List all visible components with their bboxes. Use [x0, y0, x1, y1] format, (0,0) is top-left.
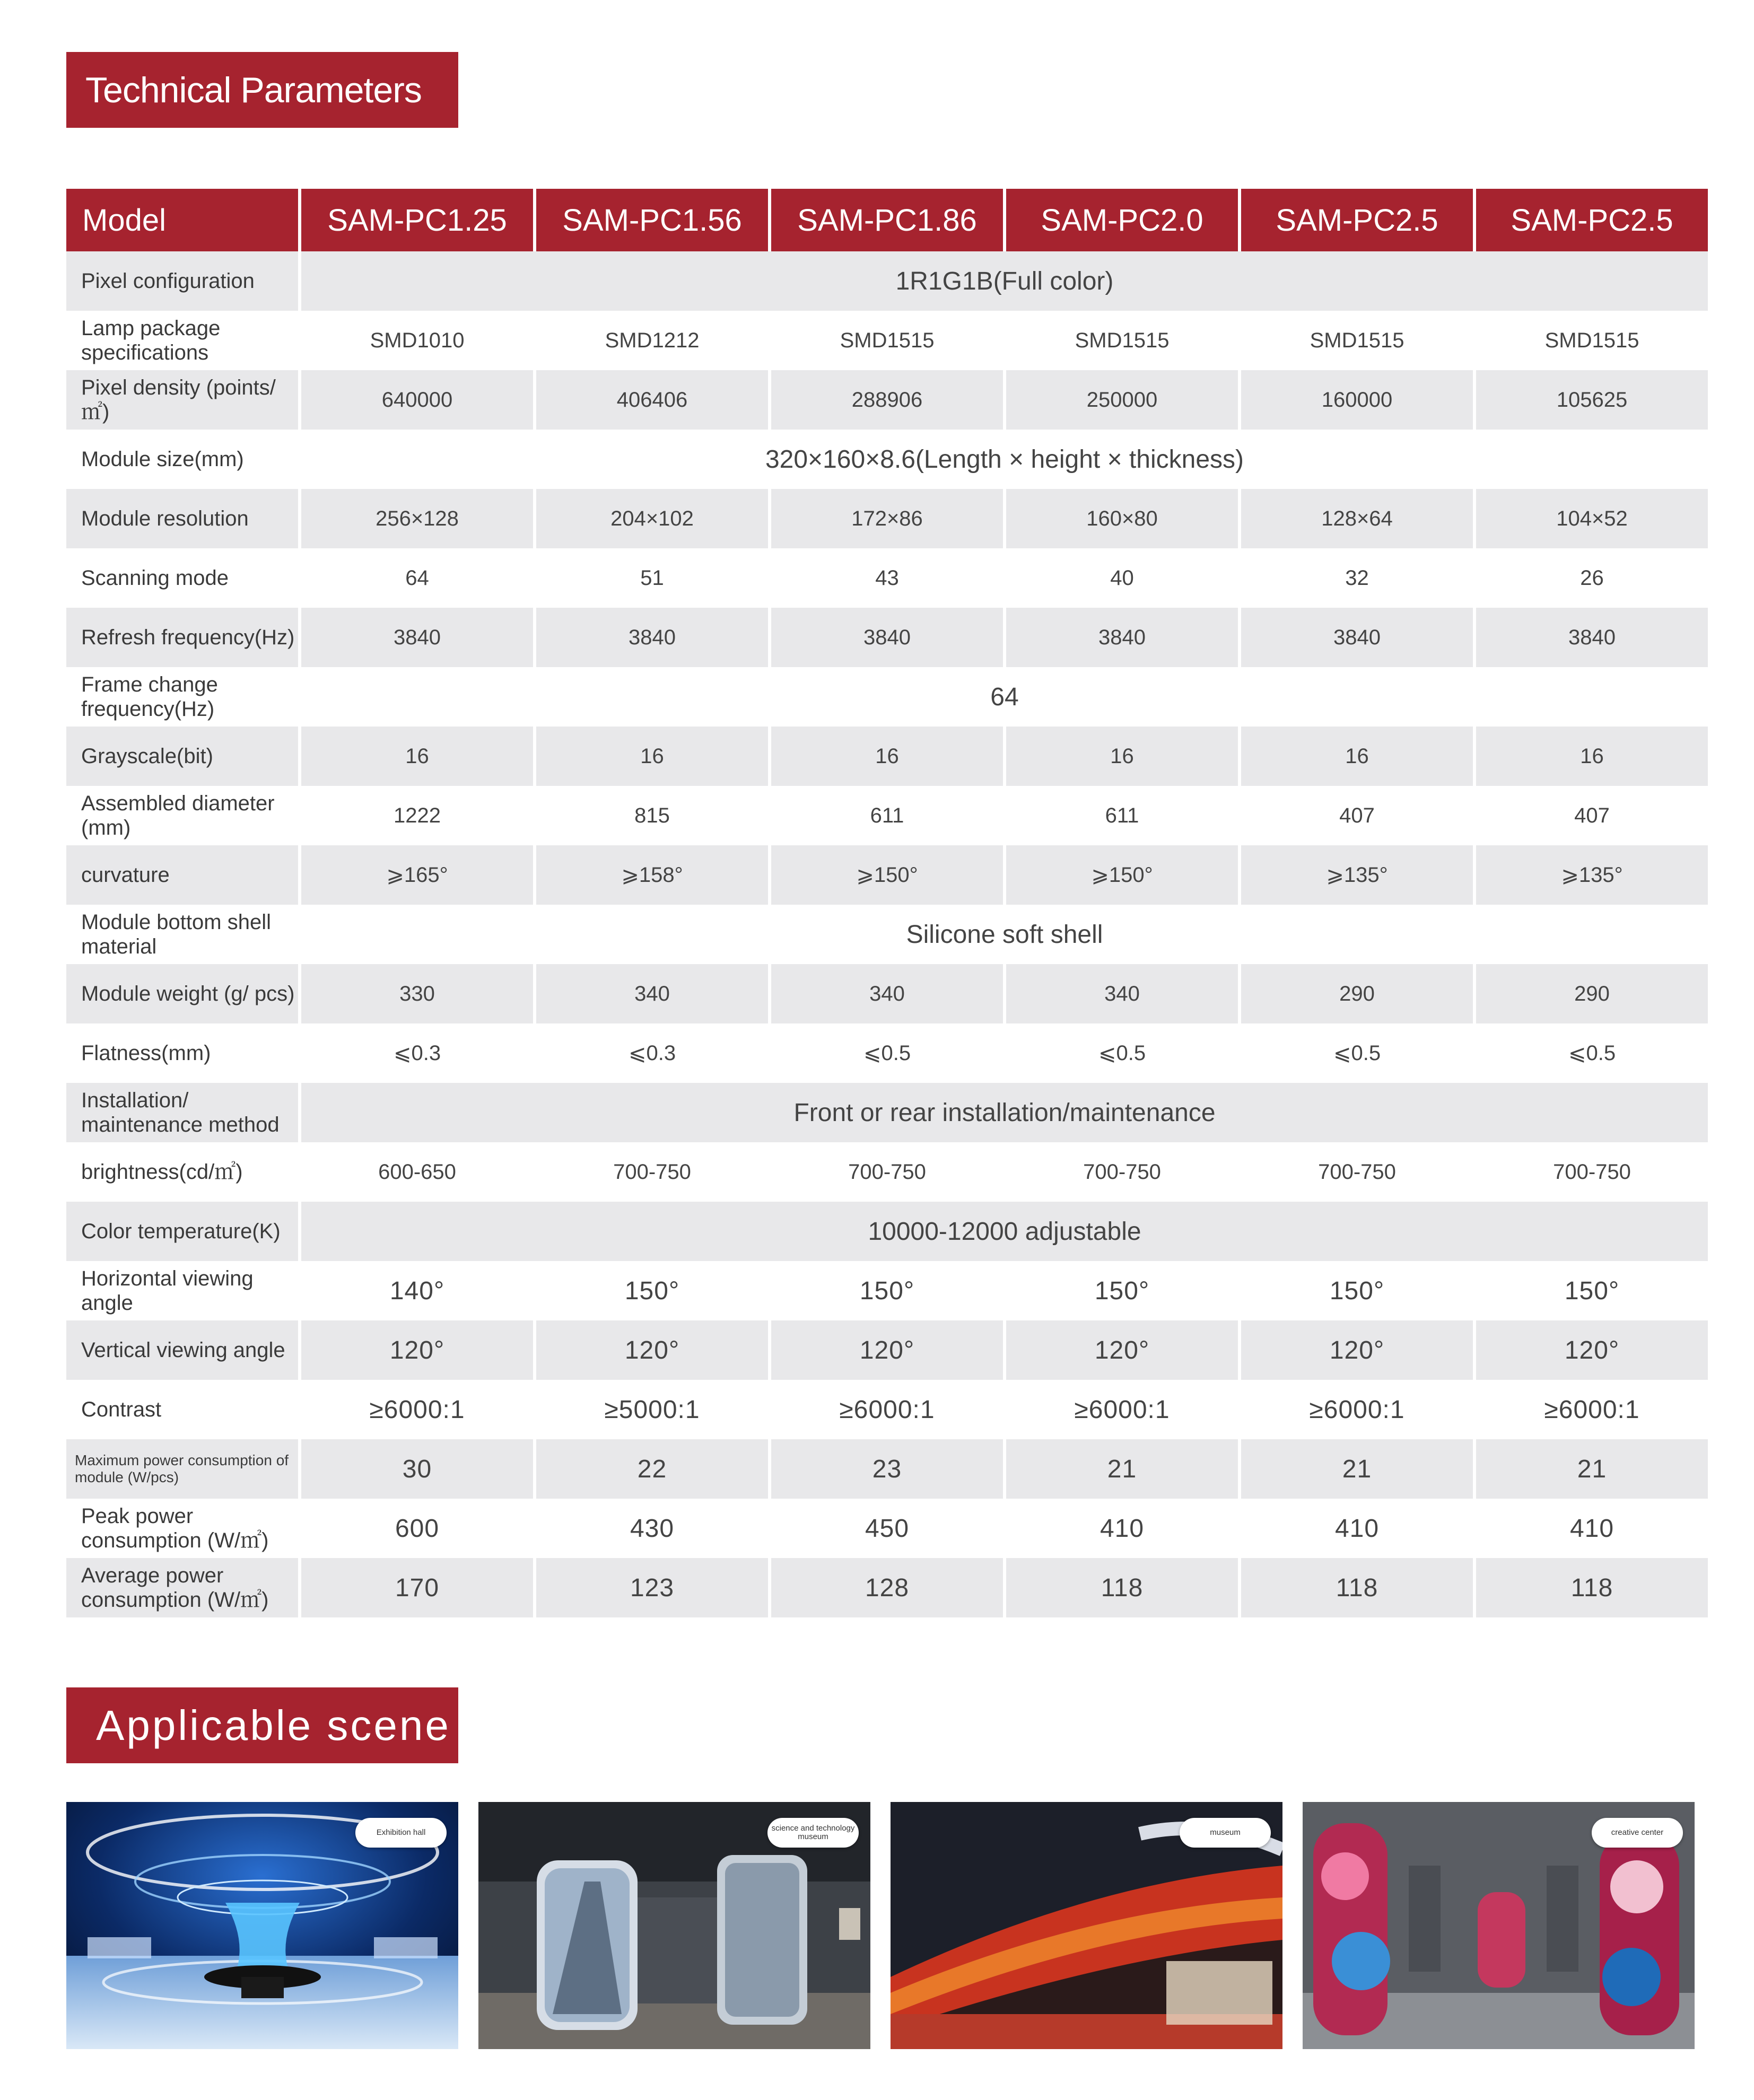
row-value: 640000 [301, 370, 533, 430]
row-label: Module size(mm) [81, 448, 244, 471]
header-col: SAM-PC2.5 [1241, 189, 1473, 251]
row-value: 128 [771, 1558, 1003, 1617]
table-row [66, 1320, 1708, 1380]
scene-image-exhibition-hall [66, 1802, 458, 2049]
row-value: 204×102 [536, 489, 768, 548]
row-label: Horizontal viewing angle [81, 1267, 254, 1315]
applicable-scene-heading: Applicable scene [66, 1687, 458, 1763]
row-label: Flatness(mm) [81, 1042, 211, 1065]
table-row [66, 608, 1708, 667]
table-row [66, 964, 1708, 1023]
row-value: 150° [1094, 1276, 1150, 1305]
row-label: Scanning mode [81, 566, 229, 590]
row-value: 40 [1110, 566, 1134, 590]
table-row [66, 1380, 1708, 1439]
table-row [66, 845, 1708, 905]
row-value: SMD1515 [1544, 328, 1639, 352]
row-value: ⩽0.5 [1568, 1042, 1616, 1065]
row-value: ≥6000:1 [839, 1395, 935, 1424]
header-col: SAM-PC1.25 [301, 189, 533, 251]
row-label: Refresh frequency(Hz) [66, 608, 298, 667]
row-value: ⩾158° [536, 845, 768, 905]
row-label: Vertical viewing angle [66, 1320, 298, 1380]
row-value: 150° [1564, 1276, 1620, 1305]
table-row [66, 1439, 1708, 1499]
row-value: ≥6000:1 [1074, 1395, 1170, 1424]
row-value: 288906 [771, 370, 1003, 430]
row-value: SMD1212 [605, 328, 700, 352]
row-label: Assembled diameter (mm) [81, 792, 275, 839]
table-row [66, 370, 1708, 430]
row-value: 700-750 [1318, 1160, 1396, 1184]
row-label: brightness(cd/㎡) [81, 1160, 243, 1184]
row-value: SMD1515 [1075, 328, 1170, 352]
row-value: SMD1515 [1310, 328, 1404, 352]
scene-image-science-museum [478, 1802, 870, 2049]
row-label: Color temperature(K) [66, 1202, 298, 1261]
row-value: 410 [1334, 1514, 1380, 1543]
row-value: ≥6000:1 [369, 1395, 465, 1424]
header-col: SAM-PC1.86 [771, 189, 1003, 251]
row-value: 120° [1476, 1320, 1708, 1380]
row-value: 118 [1006, 1558, 1238, 1617]
row-value: 410 [1569, 1514, 1615, 1543]
scene-image-creative-center [1303, 1802, 1695, 2049]
table-row [66, 1023, 1708, 1083]
row-value-merged: 10000-12000 adjustable [301, 1202, 1708, 1261]
row-value-merged: 1R1G1B(Full color) [301, 251, 1708, 311]
row-value: 64 [405, 566, 429, 590]
row-value: SMD1515 [840, 328, 935, 352]
row-value: 290 [1241, 964, 1473, 1023]
row-value: 51 [640, 566, 664, 590]
row-value: 3840 [301, 608, 533, 667]
header-col: SAM-PC2.0 [1006, 189, 1238, 251]
row-value: 26 [1580, 566, 1604, 590]
row-value: 600-650 [378, 1160, 456, 1184]
row-value: 32 [1345, 566, 1369, 590]
scene-label: Exhibition hall [355, 1818, 447, 1848]
table-row [66, 430, 1708, 489]
row-value: 123 [536, 1558, 768, 1617]
row-value: 16 [771, 727, 1003, 786]
row-value: 700-750 [1553, 1160, 1631, 1184]
table-row [66, 489, 1708, 548]
row-value: 611 [1105, 803, 1139, 827]
table-row [66, 311, 1708, 370]
row-label: Module weight (g/ pcs) [66, 964, 298, 1023]
row-label: Lamp package specifications [81, 317, 221, 364]
row-value: 700-750 [613, 1160, 691, 1184]
row-value: 150° [1329, 1276, 1385, 1305]
row-value: 340 [536, 964, 768, 1023]
table-row [66, 667, 1708, 727]
row-value: 3840 [1241, 608, 1473, 667]
row-label: Contrast [81, 1398, 162, 1421]
spec-table [63, 189, 1711, 1617]
header-model: Model [66, 189, 298, 251]
scene-label: science and technology museum [767, 1818, 859, 1848]
row-value: 160000 [1241, 370, 1473, 430]
table-row [66, 1261, 1708, 1320]
row-value: ⩽0.5 [1333, 1042, 1381, 1065]
row-value: 118 [1241, 1558, 1473, 1617]
header-col: SAM-PC1.56 [536, 189, 768, 251]
row-value: 340 [1006, 964, 1238, 1023]
row-value: 118 [1476, 1558, 1708, 1617]
row-value: ⩾150° [1006, 845, 1238, 905]
row-value: 150° [859, 1276, 915, 1305]
row-value: ≥6000:1 [1309, 1395, 1405, 1424]
row-value-merged: 64 [990, 682, 1019, 711]
row-value: ⩾150° [771, 845, 1003, 905]
row-value: 120° [771, 1320, 1003, 1380]
row-value: 105625 [1476, 370, 1708, 430]
technical-parameters-heading: Technical Parameters [66, 52, 458, 128]
row-value: 16 [1006, 727, 1238, 786]
row-value: 30 [301, 1439, 533, 1499]
row-value: 256×128 [301, 489, 533, 548]
row-value: 22 [536, 1439, 768, 1499]
row-value: 600 [395, 1514, 440, 1543]
row-value: 406406 [536, 370, 768, 430]
row-value: 172×86 [771, 489, 1003, 548]
table-row [66, 251, 1708, 311]
row-value: 3840 [771, 608, 1003, 667]
row-value: 700-750 [848, 1160, 926, 1184]
row-value: 3840 [1006, 608, 1238, 667]
row-value: 104×52 [1476, 489, 1708, 548]
row-value: ⩽0.3 [628, 1042, 676, 1065]
row-value: 330 [301, 964, 533, 1023]
row-value: 407 [1339, 803, 1375, 827]
row-label: Module resolution [66, 489, 298, 548]
row-label: curvature [66, 845, 298, 905]
row-value: ⩽0.5 [1098, 1042, 1146, 1065]
row-value: 430 [630, 1514, 675, 1543]
row-label: Frame change frequency(Hz) [81, 673, 218, 721]
table-row [66, 1202, 1708, 1261]
row-value: ≥6000:1 [1544, 1395, 1640, 1424]
row-value: 700-750 [1083, 1160, 1161, 1184]
table-row [66, 1499, 1708, 1558]
table-row [66, 1142, 1708, 1202]
row-value: ⩾165° [301, 845, 533, 905]
row-value: 16 [1241, 727, 1473, 786]
scene-label: creative center [1592, 1818, 1683, 1848]
row-value: 23 [771, 1439, 1003, 1499]
table-row [66, 905, 1708, 964]
row-value: 340 [771, 964, 1003, 1023]
row-value: 21 [1476, 1439, 1708, 1499]
row-value: 250000 [1006, 370, 1238, 430]
row-value: 21 [1006, 1439, 1238, 1499]
row-value: ⩾135° [1476, 845, 1708, 905]
table-row [66, 727, 1708, 786]
table-row [66, 1083, 1708, 1142]
row-value-merged: Silicone soft shell [906, 920, 1103, 949]
row-value: 120° [1006, 1320, 1238, 1380]
row-label: Peak power consumption (W/㎡) [81, 1504, 269, 1552]
row-value: 43 [875, 566, 899, 590]
table-header-row [66, 189, 1708, 251]
row-label: Module bottom shell material [81, 911, 271, 958]
row-label: Grayscale(bit) [66, 727, 298, 786]
row-value: 450 [865, 1514, 910, 1543]
row-value: 16 [301, 727, 533, 786]
row-value: ⩽0.3 [393, 1042, 441, 1065]
row-value: 611 [870, 803, 904, 827]
row-value: 16 [536, 727, 768, 786]
row-value: 815 [634, 803, 670, 827]
row-value: 120° [1241, 1320, 1473, 1380]
row-value: SMD1010 [370, 328, 465, 352]
row-value: 1222 [394, 803, 441, 827]
row-value: 290 [1476, 964, 1708, 1023]
row-label: Average power consumption (W/㎡) [66, 1558, 298, 1617]
row-value: 3840 [536, 608, 768, 667]
row-value: 170 [301, 1558, 533, 1617]
row-value: ⩽0.5 [863, 1042, 911, 1065]
row-value: 120° [301, 1320, 533, 1380]
scene-label: museum [1180, 1818, 1271, 1848]
table-row [66, 1558, 1708, 1617]
row-value: ⩾135° [1241, 845, 1473, 905]
row-value-merged: 320×160×8.6(Length × height × thickness) [765, 445, 1244, 474]
row-value: 410 [1099, 1514, 1145, 1543]
row-value-merged: Front or rear installation/maintenance [301, 1083, 1708, 1142]
row-value: 128×64 [1241, 489, 1473, 548]
header-col: SAM-PC2.5 [1476, 189, 1708, 251]
row-value: 407 [1574, 803, 1610, 827]
table-row [66, 548, 1708, 608]
table-row [66, 786, 1708, 845]
row-value: 120° [536, 1320, 768, 1380]
row-label: Installation/ maintenance method [66, 1083, 298, 1142]
row-label: Pixel configuration [66, 251, 298, 311]
scene-image-museum [891, 1802, 1282, 2049]
row-value: ≥5000:1 [604, 1395, 700, 1424]
row-value: 16 [1476, 727, 1708, 786]
row-value: 140° [389, 1276, 445, 1305]
row-value: 3840 [1476, 608, 1708, 667]
row-label: Pixel density (points/㎡) [66, 370, 298, 430]
row-value: 150° [624, 1276, 680, 1305]
row-value: 160×80 [1006, 489, 1238, 548]
row-label: Maximum power consumption of module (W/pcs) [66, 1439, 298, 1499]
row-value: 21 [1241, 1439, 1473, 1499]
